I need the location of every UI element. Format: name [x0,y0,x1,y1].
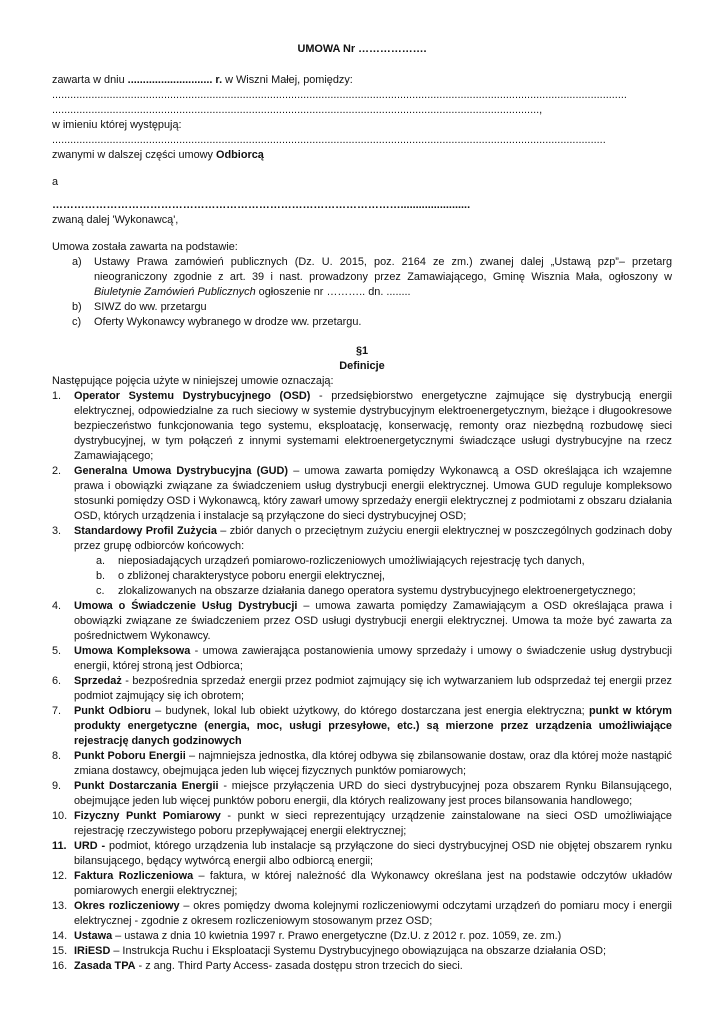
definition-item [52,869,672,899]
definition-text: – faktura, w której należność dla Wykonawcy określana jest na podstawie odczytów układów pomiarowych energii elektrycznej; [74,870,672,897]
definition-text: – zbiór danych o przeciętnym zużyciu energii elektrycznej w poszczególnych godzinach doby przez grupę odbiorców końcowych: [74,525,673,552]
definition-body [74,839,672,869]
definition-item [52,599,672,644]
subitem-label: a. [96,555,106,567]
definitions-intro: Następujące pojęcia użyte w niniejszej umowie oznaczają: [52,375,334,387]
definition-item [52,464,672,524]
definition-body [74,959,672,974]
definition-text: – umowa zawarta pomiędzy Zamawiającym a OSD określająca prawa i obowiązki związane ze świadczeniem przez OSD usługi dystrybucji energii elektrycznej. Umowa ta może być zawarta za pośrednictwem Wykonawcy. [74,600,672,642]
definition-item [52,809,672,839]
definition-body [74,389,672,464]
contractor-dots: ……………………………………………………………………………………....................... [52,199,471,211]
representatives-label: w imieniu której występują: [52,119,182,131]
contractor-label: zwaną dalej 'Wykonawcą', [52,214,179,226]
definition-term: Punkt Poboru Energii [74,750,186,762]
contract-title: UMOWA Nr ………………. [297,43,427,55]
document-page [52,42,672,974]
subitem-label: c. [96,585,105,597]
definition-item [52,644,672,674]
definition-text: - przedsiębiorstwo energetyczne zajmujące się dystrybucją energii elektrycznej, odpowiedzialne za ruch sieciowy w systemie dystrybucyjnym elektroenergetycznym, bieżące i długookresowe bezpieczeństwo funkcjonowania tego systemu, eksploatację, konserwację, remonty oraz niezbędną rozbudowę sieci dystrybucyjnej, w tym połączeń z innymi systemami elektroenergetycznymi świadczące usługi dystrybucyjne na rzecz Zamawiającego; [74,390,672,462]
definition-item [52,779,672,809]
representatives-dots: ....................................................................................................................................................................................... [52,134,606,146]
definition-number: 15. [52,945,68,957]
basis-item: b) SIWZ do ww. przetargu [72,301,207,313]
definition-number: 7. [52,705,62,717]
definition-text: podmiot, którego urządzenia lub instalacje są przyłączone do sieci dystrybucyjnej OSD nie objętej obszarem rynku bilansującego, będący wytwórcą energii albo odbiorcą energii; [74,840,673,867]
definition-text: - miejsce przyłączenia URD do sieci dystrybucyjnej poza obszarem Rynku Bilansującego, obejmujące jeden lub więcej punktów poboru energii, dla których realizowany jest proces bilansowania handlowego; [74,780,672,807]
definition-body [74,809,672,839]
definition-item [52,704,672,749]
definition-text: - bezpośrednia sprzedaż energii przez podmiot zajmujący się ich wytwarzaniem lub odsprzedaż tej energii przez podmiot zajmujący się ich obrotem; [74,675,672,702]
basis-list [72,255,672,330]
definition-number: 3. [52,525,62,537]
definition-item [52,929,672,944]
definition-body [74,644,672,674]
definition-body [74,704,672,749]
definition-number: 4. [52,600,62,612]
definition-item [52,674,672,704]
profile-subitem [96,584,672,599]
definition-term: Punkt Odbioru [74,705,151,717]
definition-item [52,524,672,599]
definition-term: Standardowy Profil Zużycia [74,525,217,537]
definition-item [52,749,672,779]
recipient-line: zwanymi w dalszej części umowy Odbiorcą [52,149,264,161]
basis-intro: Umowa została zawarta na podstawie: [52,241,238,253]
definition-text: – okres pomiędzy dwoma kolejnymi rozliczeniowymi odczytami urządzeń do pomiaru mocy i energii elektrycznej - zgodnie z okresem rozliczeniowym stosowanym przez OSD; [74,900,672,927]
definition-text: – budynek, lokal lub obiekt użytkowy, do którego dostarczana jest energia elektryczna; [150,705,589,717]
profile-subitem [96,569,672,584]
definition-text: – Instrukcja Ruchu i Eksploatacji Systemu Dystrybucyjnego obowiązująca na obszarze działania OSD; [110,945,607,957]
definition-text: - punkt w sieci reprezentujący urządzenie zainstalowane na sieci OSD umożliwiające rejestrację rzeczywistego poboru przepływającej energii elektrycznej; [74,810,672,837]
definition-text: - z ang. Third Party Access- zasada dostępu stron trzecich do sieci. [135,960,463,972]
definition-number: 8. [52,750,62,762]
subitem-text: o zbliżonej charakterystyce poboru energii elektrycznej, [118,570,385,582]
definition-body [74,674,672,704]
definition-term: Umowa Kompleksowa [74,645,191,657]
profile-subitem [96,554,672,569]
definition-number: 2. [52,465,62,477]
definition-term: Ustawa [74,930,113,942]
definition-body [74,599,672,644]
section-number: §1 [355,345,369,357]
definition-number: 6. [52,675,62,687]
definition-item [52,959,672,974]
definition-bold-tail: punkt w którym produkty energetyczne (energia, moc, usługi przesyłowe, etc.) są mierzone przez urządzenia umożliwiające rejestrację danych godzinowych [74,705,672,747]
definition-number: 5. [52,645,62,657]
definition-term: IRiESD [74,945,111,957]
basis-item: c) Oferty Wykonawcy wybranego w drodze ww. przetargu. [72,316,362,328]
section-heading: Definicje [339,360,385,372]
subitem-label: b. [96,570,106,582]
definition-body [74,464,672,524]
definition-term: URD - [74,840,106,852]
definition-body [74,749,672,779]
contract-date-line: zawarta w dniu ............................ r. w Wiszni Małej, pomiędzy: [52,74,353,86]
definition-body [74,779,672,809]
subitem-text: nieposiadających urządzeń pomiarowo-rozliczeniowych umożliwiających rejestrację tych danych, [118,555,585,567]
party-dots-2: ................................................................................................................................................................., [52,104,543,116]
definition-term: Punkt Dostarczania Energii [74,780,219,792]
definition-body [74,524,672,599]
definition-text: – umowa zawarta pomiędzy Wykonawcą a OSD określająca ich wzajemne prawa i obowiązki związane za świadczeniem usług dystrybucji energii elektrycznej. Umowa GUD reguluje kompleksowo stosunki pomiędzy OSD i Wykonawcą, który zawarł umowy sprzedaży energii elektrycznej z podmiotami z obszaru działania OSD, których urządzenia i instalacje są przyłączone do sieci dystrybucyjnej OSD; [74,465,672,522]
profile-sublist [74,554,672,599]
definition-text: – najmniejsza jednostka, dla której odbywa się zbilansowanie dostaw, oraz dla której może nastąpić zmiana dostawcy, obejmująca jeden lub więcej fizycznych punktów pomiarowych; [74,750,672,777]
definition-number: 13. [52,900,68,912]
definition-term: Umowa o Świadczenie Usług Dystrybucji [74,600,298,612]
party-dots-1: .............................................................................................................................................................................................. [52,89,627,101]
definition-number: 16. [52,960,68,972]
definition-term: Fizyczny Punkt Pomiarowy [74,810,221,822]
definition-number: 12. [52,870,68,882]
definition-term: Zasada TPA [74,960,136,972]
and-label: a [52,176,59,188]
definition-term: Operator Systemu Dystrybucyjnego (OSD) [74,390,311,402]
definition-item [52,389,672,464]
definition-number: 11. [52,840,67,852]
definition-term: Generalna Umowa Dystrybucyjna (GUD) [74,465,289,477]
definition-body [74,869,672,899]
definition-term: Okres rozliczeniowy [74,900,180,912]
definitions-list [52,389,672,974]
definition-term: Sprzedaż [74,675,122,687]
definition-body [74,899,672,929]
definition-number: 1. [52,390,62,402]
basis-item: a) Ustawy Prawa zamówień publicznych (Dz. U. 2015, poz. 2164 ze zm.) zwanej dalej „Ustawą pzp”– przetarg nieograniczony zgodnie z art. 39 i nast. prowadzony przez Zamawiającego, Gminę Wisznia Mała, ogłoszony w Biuletynie Zamówień Publicznych ogłoszenie nr ……….. dn. ........ [72,256,672,298]
definition-body [74,929,672,944]
definition-item [52,839,672,869]
definition-number: 10. [52,810,68,822]
definition-item [52,899,672,929]
subitem-text: zlokalizowanych na obszarze działania danego operatora systemu dystrybucyjnego elektroenergetycznego; [118,585,636,597]
definition-text: - umowa zawierająca postanowienia umowy sprzedaży i umowy o świadczenie usług dystrybucji energii, której stroną jest Odbiorca; [74,645,672,672]
definition-body [74,944,672,959]
definition-term: Faktura Rozliczeniowa [74,870,194,882]
definition-number: 9. [52,780,62,792]
definition-text: – ustawa z dnia 10 kwietnia 1997 r. Prawo energetyczne (Dz.U. z 2012 r. poz. 1059, ze. zm.) [112,930,562,942]
definition-item [52,944,672,959]
definition-number: 14. [52,930,68,942]
